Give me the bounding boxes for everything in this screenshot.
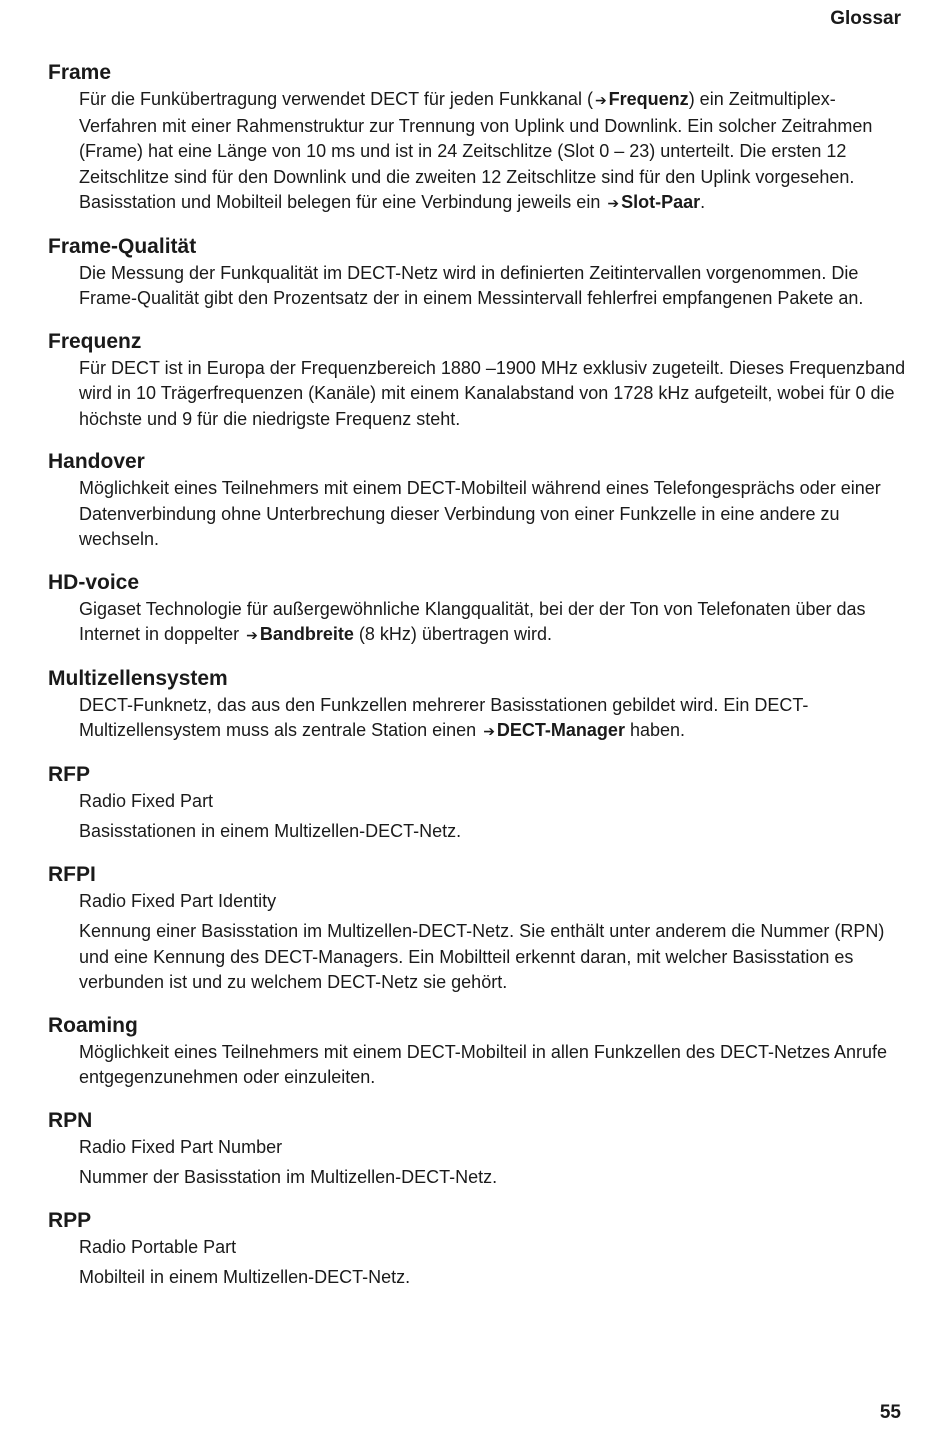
definition-text: Nummer der Basisstation im Multizellen-DECT-Netz. [79,1167,498,1187]
arrow-right-icon: ➔ [607,195,620,211]
definition-text: DECT-Funknetz, das aus den Funkzellen mehrerer Basisstationen gebildet wird. Ein DECT-Multizellensystem muss als zentrale Station einen [79,694,809,740]
arrow-right-icon: ➔ [483,723,495,739]
glossary-definition [79,889,908,996]
glossary-term: RPP [48,1208,92,1232]
glossary-definition [79,1040,908,1091]
glossary-definition [79,261,908,312]
glossary-entry-frequenz [48,328,908,433]
glossary-term: Frequenz [48,329,142,353]
glossary-entry-rpn [48,1107,908,1191]
definition-text: Mobilteil in einem Multizellen-DECT-Netz. [79,1267,411,1287]
glossary-entry-rfp [48,761,908,845]
glossary-definition [79,693,908,745]
glossary-definition [79,476,908,553]
definition-text: . [700,192,706,212]
glossary-list [48,59,908,1307]
page-number: 55 [879,1402,901,1423]
definition-text: Die Messung der Funkqualität im DECT-Netz wird in definierten Zeitintervallen vorgenommen. Die Frame-Qualität gibt den Prozentsatz der in einem Messintervall fehlerfrei empfangenen Pakete an. [79,262,864,308]
arrow-right-icon: ➔ [594,92,607,108]
definition-text: Gigaset Technologie für außergewöhnliche Klangqualität, bei der der Ton von Telefonaten über das Internet in doppelter [79,598,866,644]
definition-text: Basisstationen in einem Multizellen-DECT-Netz. [79,821,462,841]
glossary-definition [79,597,908,649]
definition-expansion: Radio Fixed Part Identity [79,890,277,911]
cross-reference-link[interactable]: DECT-Manager [496,720,625,740]
definition-text: Für DECT ist in Europa der Frequenzbereich 1880 –1900 MHz exklusiv zugeteilt. Dieses Frequenzband wird in 10 Trägerfrequenzen (Kanäle) mit einem Kanalabstand von 1728 kHz aufgeteilt, wobei für 0 die höchste und 9 für die niedrigste Frequenz steht. [79,357,906,429]
glossary-term: Roaming [48,1013,138,1037]
definition-text: (8 kHz) übertragen wird. [353,624,552,644]
glossary-definition [79,87,908,217]
glossary-definition [79,356,908,433]
glossary-term: Handover [48,450,145,473]
glossary-entry-rfpi [48,861,908,996]
definition-text: haben. [624,720,686,740]
glossary-definition [79,1135,908,1191]
glossary-definition [79,789,908,845]
glossary-term: RFP [48,762,90,786]
glossary-term: Multizellensystem [48,666,228,690]
glossary-definition [79,1235,908,1291]
definition-expansion: Radio Fixed Part [79,790,214,811]
glossary-entry-hd-voice [48,569,908,649]
definition-text: Möglichkeit eines Teilnehmers mit einem DECT-Mobilteil während eines Telefongesprächs oder einer Datenverbindung ohne Unterbrechung dieser Verbindung von einer Funkzelle in eine andere zu wechseln. [79,478,881,549]
definition-expansion: Radio Fixed Part Number [79,1136,283,1157]
definition-text: ) ein Zeitmultiplex-Verfahren mit einer Rahmenstruktur zur Trennung von Uplink und Downlink. Ein solcher Zeitrahmen (Frame) hat eine Länge von 10 ms und ist in 24 Zeitschlitze (Slot 0 – 23) unterteilt. Die ersten 12 Zeitschlitze sind für den Downlink und die zweiten 12 Zeitschlitze sind für den Uplink vorgesehen. Basisstation und Mobilteil belegen für eine Verbindung jeweils ein [79,89,873,212]
definition-text: Für die Funkübertragung verwendet DECT für jeden Funkkanal ( [79,89,593,109]
definition-text: Kennung einer Basisstation im Multizellen-DECT-Netz. Sie enthält unter anderem die Nummer (RPN) und eine Kennung des DECT-Managers. Ein Mobiltteil erkennt daran, mit welcher Basisstation es verbunden ist und zu welchem DECT-Netz sie gehört. [79,921,885,992]
cross-reference-link[interactable]: Slot-Paar [621,192,701,212]
glossary-term: RFPI [48,862,96,886]
definition-expansion: Radio Portable Part [79,1236,237,1257]
glossary-entry-multizellensystem [48,665,908,745]
glossary-term: Frame-Qualität [48,234,197,258]
cross-reference-link[interactable]: Bandbreite [259,624,354,644]
glossary-entry-frame [48,59,908,217]
glossary-entry-roaming [48,1012,908,1091]
glossary-term: Frame [48,61,112,84]
running-header: Glossar [830,8,901,29]
definition-text: Möglichkeit eines Teilnehmers mit einem DECT-Mobilteil in allen Funkzellen des DECT-Netzes Anrufe entgegenzunehmen oder einzuleiten. [79,1041,888,1087]
arrow-right-icon: ➔ [246,627,258,643]
glossary-term: RPN [48,1108,93,1132]
glossary-term: HD-voice [48,570,140,594]
glossary-entry-rpp [48,1207,908,1291]
cross-reference-link[interactable]: Frequenz [608,89,689,109]
glossary-entry-frame-qualitaet [48,233,908,312]
glossary-entry-handover [48,448,908,553]
